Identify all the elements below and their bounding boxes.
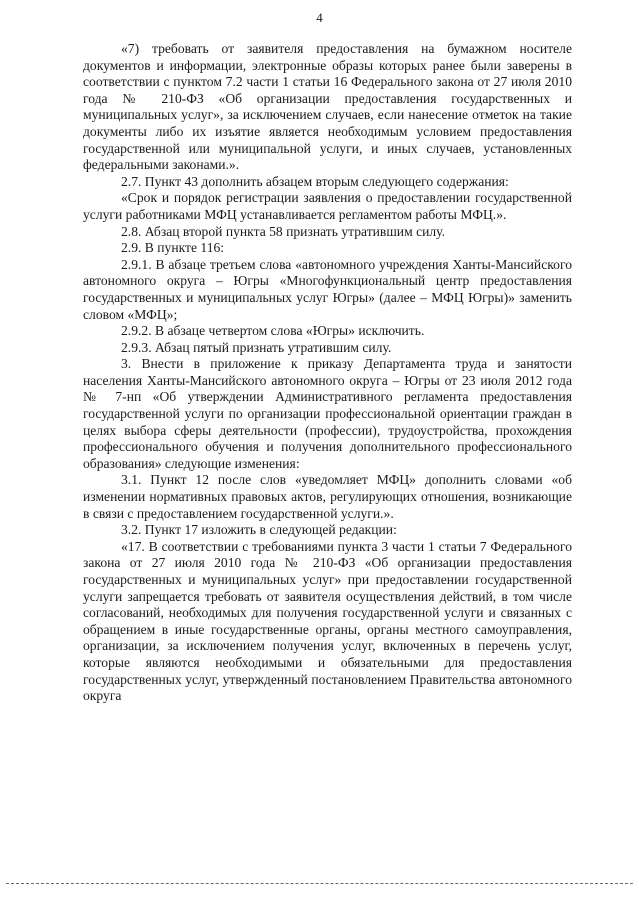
paragraph-2-7-quote: «Срок и порядок регистрации заявления о предоставлении государственной услуги работниками МФЦ устанавливается регламентом работы МФЦ.». (83, 190, 572, 222)
paragraph-3-2: 3.2. Пункт 17 изложить в следующей редакции: (121, 522, 397, 538)
document-body (83, 41, 572, 705)
paragraph-2-8: 2.8. Абзац второй пункта 58 признать утратившим силу. (121, 223, 446, 239)
bottom-divider (6, 883, 633, 884)
paragraph-3: 3. Внести в приложение к приказу Департамента труда и занятости населения Ханты-Мансийского автономного округа – Югры от 23 июля 2012 года № 7-нп «Об утверждении Административного регламента предоставления государственной услуги по организации профессиональной ориентации граждан в целях выбора сферы деятельности (профессии), трудоустройства, прохождения профессионального обучения и получения дополнительного профессионального образования» следующие изменения: (83, 356, 572, 471)
paragraph-3-1: 3.1. Пункт 12 после слов «уведомляет МФЦ» дополнить словами «об изменении нормативных правовых актов, регулирующих отношения, возникающие в связи с предоставлением государственной услуги.». (83, 472, 572, 521)
paragraph-item-7: «7) требовать от заявителя предоставления на бумажном носителе документов и информации, электронные образы которых ранее были заверены в соответствии с пунктом 7.2 части 1 статьи 16 Федерального закона от 27 июля 2010 года № 210-ФЗ «Об организации предоставления государственных и муниципальных услуг», за исключением случаев, если нанесение отметок на такие документы либо их изъятие является необходимым условием предоставления государственной или муниципальной услуги, и иных случаев, установленных федеральными законами.». (83, 41, 572, 173)
paragraph-2-7: 2.7. Пункт 43 дополнить абзацем вторым следующего содержания: (121, 173, 509, 189)
paragraph-item-17: «17. В соответствии с требованиями пункта 3 части 1 статьи 7 Федерального закона от 27 июля 2010 года № 210-ФЗ «Об организации предоставления государственных и муниципальных услуг» при предоставлении государственной услуги запрещается требовать от заявителя осуществления действий, в том числе согласований, необходимых для получения государственной услуги и связанных с обращением в иные государственные органы, органы местного самоуправления, организации, за исключением получения услуг, включенных в перечень услуг, которые являются необходимыми и обязательными для предоставления государственных услуг, утвержденный постановлением Правительства автономного округа (83, 538, 572, 704)
page-number: 4 (316, 10, 323, 25)
paragraph-2-9: 2.9. В пункте 116: (121, 240, 225, 256)
paragraph-2-9-1: 2.9.1. В абзаце третьем слова «автономного учреждения Ханты-Мансийского автономного округа – Югры «Многофункциональный центр предоставления государственных и муниципальных услуг Югры» (далее – МФЦ Югры)» заменить словом «МФЦ»; (83, 256, 572, 322)
paragraph-2-9-2: 2.9.2. В абзаце четвертом слова «Югры» исключить. (121, 323, 425, 339)
paragraph-2-9-3: 2.9.3. Абзац пятый признать утратившим силу. (121, 339, 392, 355)
